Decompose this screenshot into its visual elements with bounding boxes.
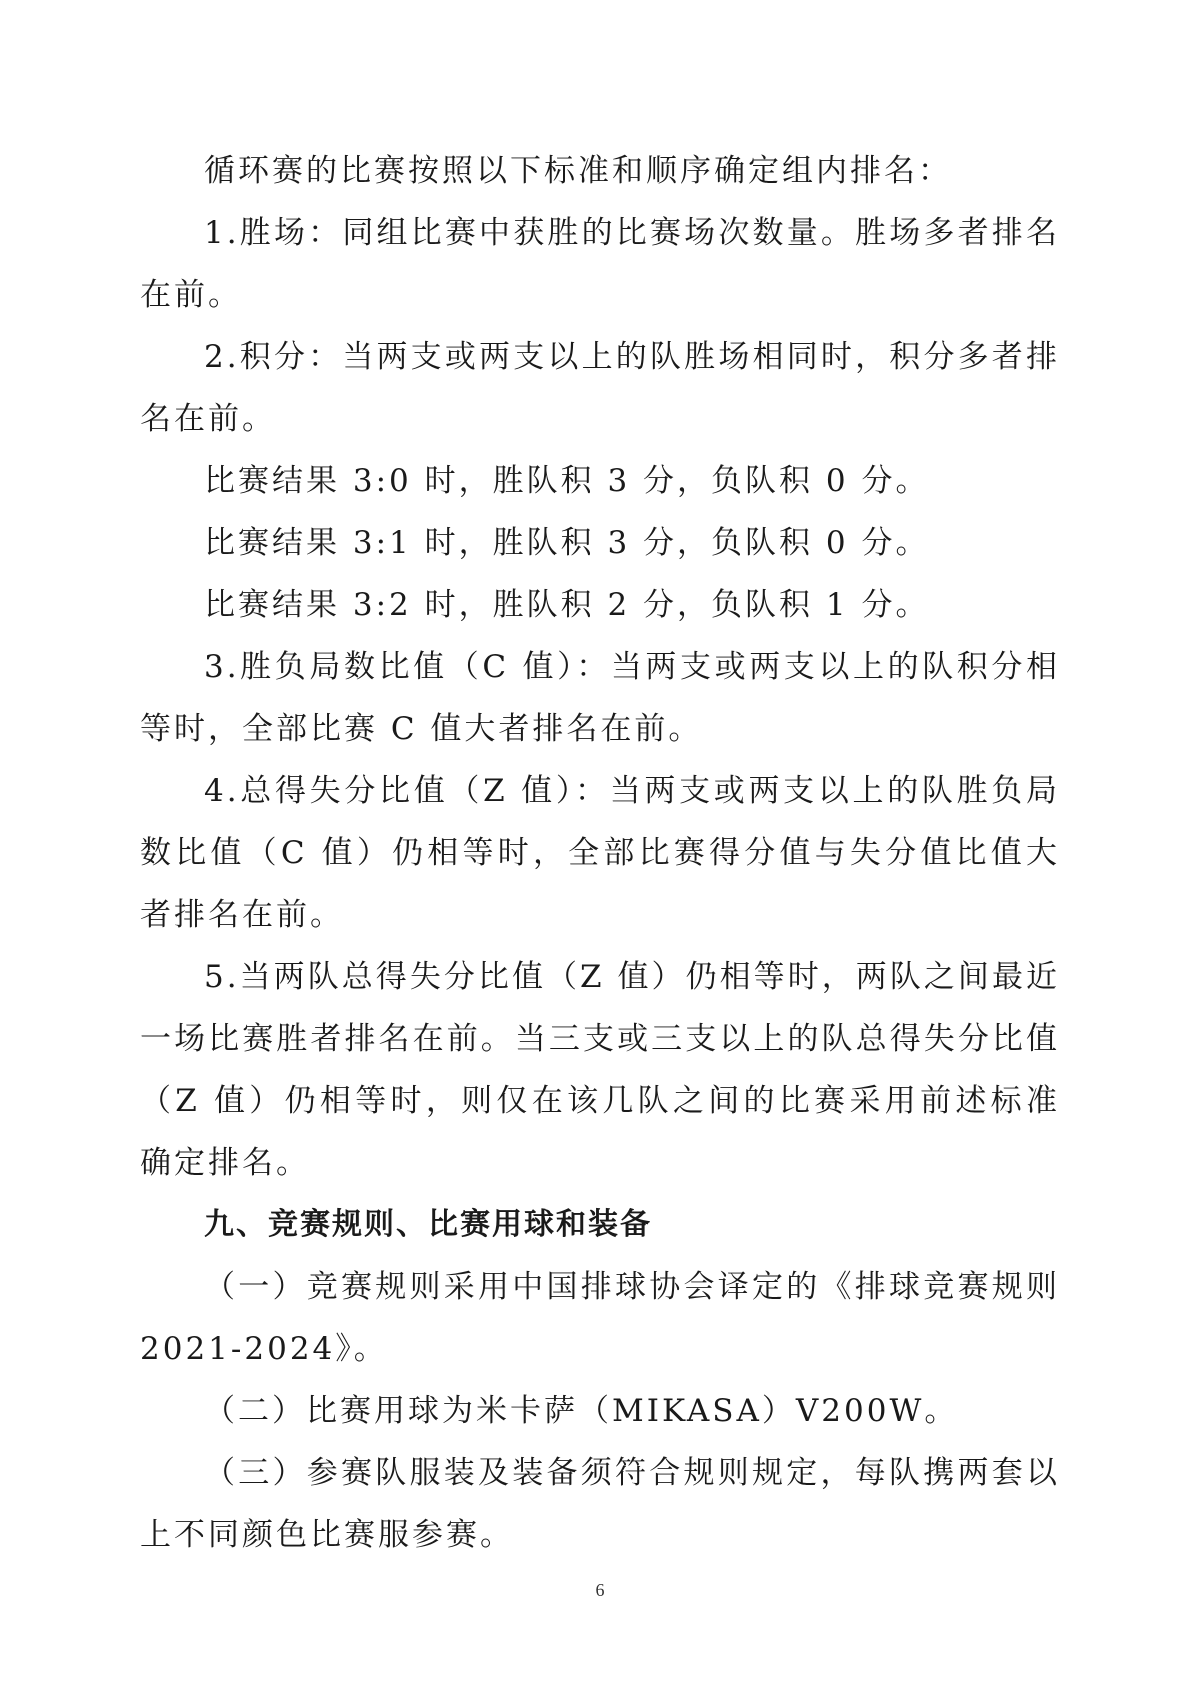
paragraph-score-3-1: 比赛结果 3:1 时，胜队积 3 分，负队积 0 分。 — [204, 525, 930, 561]
section-item-uniforms: （三）参赛队服装及装备须符合规则规定，每队携两套以上不同颜色比赛服参赛。 — [140, 1455, 1060, 1553]
document-body — [140, 140, 1060, 1566]
paragraph-rule-points: 2.积分：当两支或两支以上的队胜场相同时，积分多者排名在前。 — [140, 339, 1060, 437]
paragraph-rule-z-value: 4.总得失分比值（Z 值）：当两支或两支以上的队胜负局数比值（C 值）仍相等时，全部比赛得分值与失分值比值大者排名在前。 — [140, 773, 1060, 933]
page-number: 6 — [595, 1580, 605, 1600]
paragraph-score-3-2: 比赛结果 3:2 时，胜队积 2 分，负队积 1 分。 — [204, 587, 930, 623]
paragraph-rule-wins: 1.胜场：同组比赛中获胜的比赛场次数量。胜场多者排名在前。 — [140, 215, 1060, 313]
paragraph-score-3-0: 比赛结果 3:0 时，胜队积 3 分，负队积 0 分。 — [204, 463, 930, 499]
paragraph-rule-tiebreak: 5.当两队总得失分比值（Z 值）仍相等时，两队之间最近一场比赛胜者排名在前。当三支或三支以上的队总得失分比值（Z 值）仍相等时，则仅在该几队之间的比赛采用前述标准确定排名。 — [140, 959, 1060, 1181]
paragraph-intro: 循环赛的比赛按照以下标准和顺序确定组内排名： — [204, 153, 952, 189]
section-heading: 九、竞赛规则、比赛用球和装备 — [204, 1207, 652, 1242]
paragraph-rule-c-value: 3.胜负局数比值（C 值）：当两支或两支以上的队积分相等时，全部比赛 C 值大者排名在前。 — [140, 649, 1060, 747]
section-item-ball: （二）比赛用球为米卡萨（MIKASA）V200W。 — [204, 1393, 959, 1429]
section-item-rules: （一）竞赛规则采用中国排球协会译定的《排球竞赛规则 2021-2024》。 — [140, 1269, 1060, 1367]
